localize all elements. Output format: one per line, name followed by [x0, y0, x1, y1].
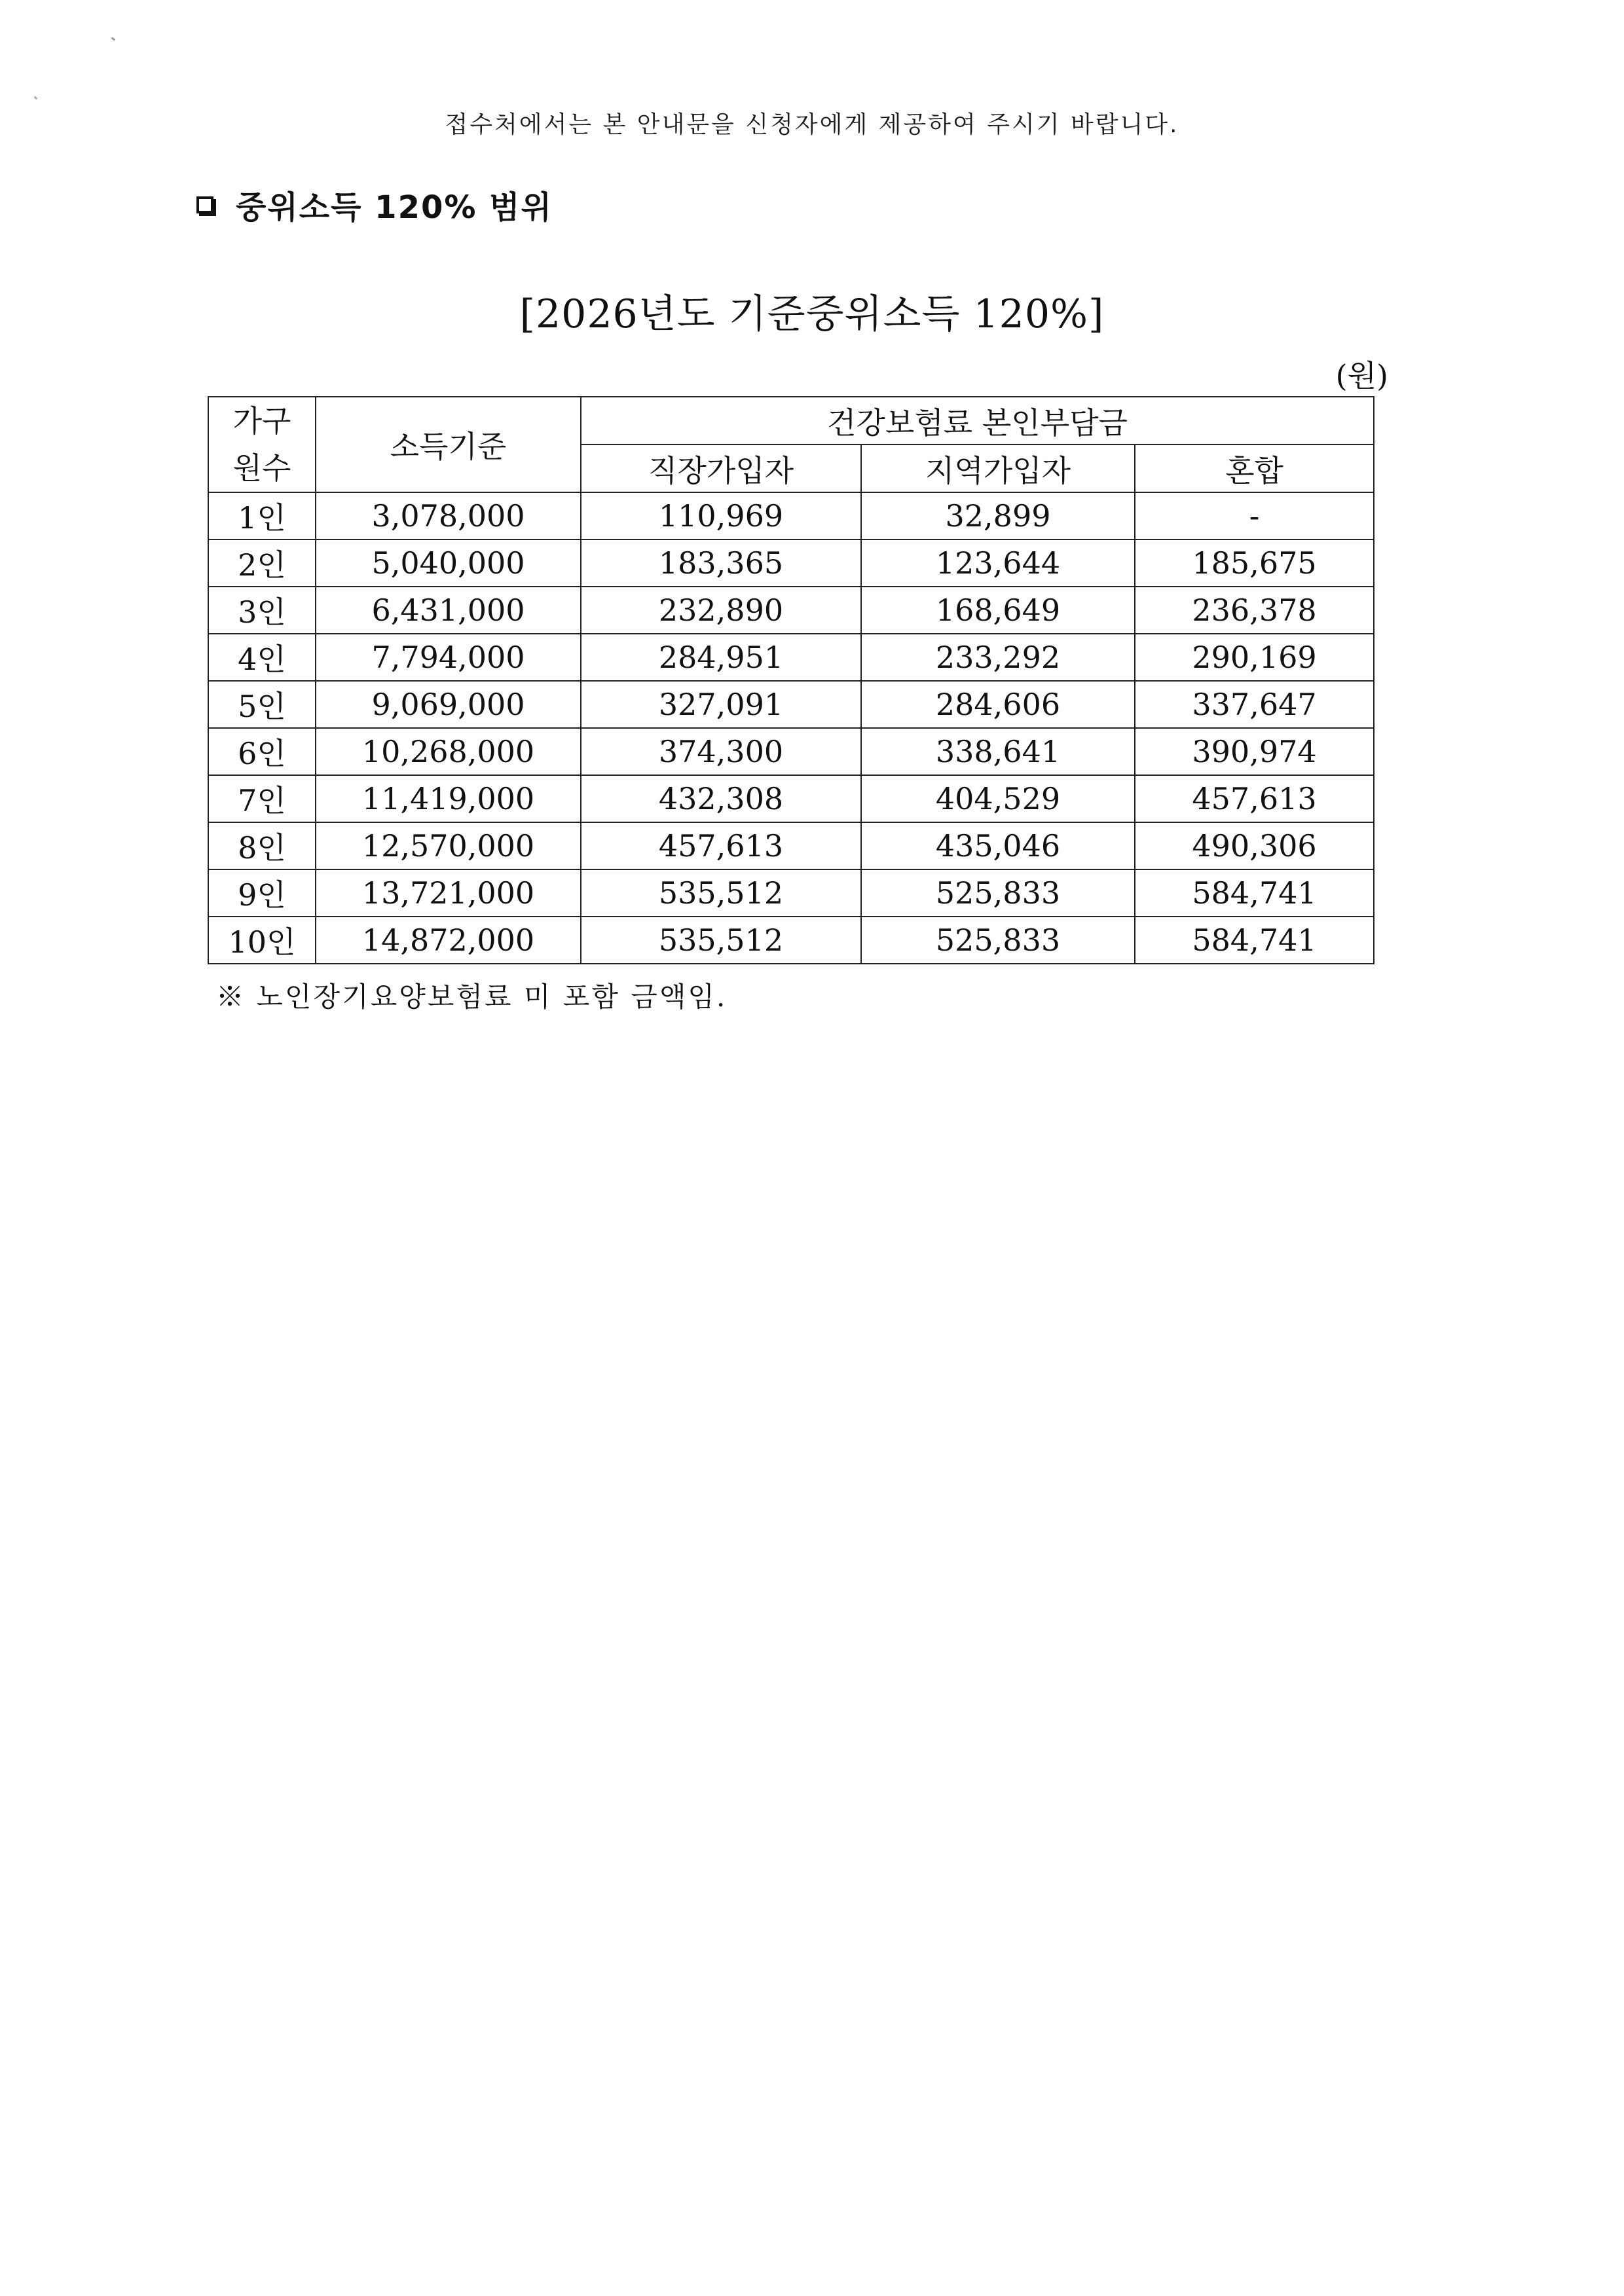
cell-mixed: 584,741	[1135, 917, 1374, 964]
cell-mixed: 390,974	[1135, 728, 1374, 775]
cell-household: 6인	[208, 728, 316, 775]
cell-regional: 338,641	[861, 728, 1135, 775]
cell-workplace: 183,365	[581, 539, 861, 587]
cell-household: 7인	[208, 775, 316, 822]
cell-income: 11,419,000	[316, 775, 581, 822]
cell-household: 10인	[208, 917, 316, 964]
scan-speck	[34, 96, 38, 100]
cell-income: 3,078,000	[316, 492, 581, 539]
table-row	[208, 634, 1374, 681]
cell-workplace: 374,300	[581, 728, 861, 775]
table-row	[208, 775, 1374, 822]
table-row	[208, 822, 1374, 869]
cell-mixed: 185,675	[1135, 539, 1374, 587]
header-household	[208, 397, 316, 492]
cell-mixed: 290,169	[1135, 634, 1374, 681]
cell-income: 10,268,000	[316, 728, 581, 775]
cell-household: 4인	[208, 634, 316, 681]
cell-income: 6,431,000	[316, 587, 581, 634]
table-row	[208, 587, 1374, 634]
cell-regional: 32,899	[861, 492, 1135, 539]
section-heading	[196, 182, 553, 227]
cell-regional: 284,606	[861, 681, 1135, 728]
table-body	[208, 492, 1374, 964]
table-row	[208, 728, 1374, 775]
cell-regional: 435,046	[861, 822, 1135, 869]
section-heading-text: 중위소득 120% 범위	[236, 189, 553, 226]
cell-income: 14,872,000	[316, 917, 581, 964]
cell-regional: 123,644	[861, 539, 1135, 587]
cell-mixed: 584,741	[1135, 869, 1374, 917]
cell-household: 3인	[208, 587, 316, 634]
header-regional: 지역가입자	[861, 445, 1135, 492]
header-household-line1: 가구	[232, 403, 291, 439]
cell-income: 12,570,000	[316, 822, 581, 869]
cell-workplace: 232,890	[581, 587, 861, 634]
cell-income: 13,721,000	[316, 869, 581, 917]
cell-income: 9,069,000	[316, 681, 581, 728]
scan-speck	[111, 37, 116, 41]
cell-workplace: 432,308	[581, 775, 861, 822]
table-row	[208, 917, 1374, 964]
cell-regional: 525,833	[861, 869, 1135, 917]
cell-regional: 525,833	[861, 917, 1135, 964]
table-row	[208, 869, 1374, 917]
cell-workplace: 327,091	[581, 681, 861, 728]
cell-income: 5,040,000	[316, 539, 581, 587]
table-row	[208, 492, 1374, 539]
footnote: ※ 노인장기요양보험료 미 포함 금액임.	[216, 981, 728, 1013]
income-table	[208, 396, 1375, 964]
cell-mixed: 236,378	[1135, 587, 1374, 634]
cell-workplace: 457,613	[581, 822, 861, 869]
cell-workplace: 535,512	[581, 869, 861, 917]
cell-regional: 168,649	[861, 587, 1135, 634]
cell-household: 8인	[208, 822, 316, 869]
header-insurance-group: 건강보험료 본인부담금	[581, 397, 1374, 445]
table-title: [2026년도 기준중위소득 120%]	[519, 291, 1105, 337]
cell-household: 1인	[208, 492, 316, 539]
header-income: 소득기준	[316, 397, 581, 492]
table-row	[208, 539, 1374, 587]
cell-mixed: 490,306	[1135, 822, 1374, 869]
header-workplace: 직장가입자	[581, 445, 861, 492]
cell-household: 2인	[208, 539, 316, 587]
header-mixed: 혼합	[1135, 445, 1374, 492]
unit-label: (원)	[1335, 358, 1388, 393]
cell-mixed: 457,613	[1135, 775, 1374, 822]
cell-workplace: 284,951	[581, 634, 861, 681]
cell-workplace: 535,512	[581, 917, 861, 964]
cell-household: 9인	[208, 869, 316, 917]
square-bullet-icon	[196, 196, 213, 213]
cell-regional: 233,292	[861, 634, 1135, 681]
cell-household: 5인	[208, 681, 316, 728]
notice-text: 접수처에서는 본 안내문을 신청자에게 제공하여 주시기 바랍니다.	[445, 111, 1179, 138]
cell-workplace: 110,969	[581, 492, 861, 539]
header-household-line2: 원수	[232, 450, 291, 486]
table-row	[208, 681, 1374, 728]
cell-mixed: -	[1135, 492, 1374, 539]
cell-mixed: 337,647	[1135, 681, 1374, 728]
cell-income: 7,794,000	[316, 634, 581, 681]
cell-regional: 404,529	[861, 775, 1135, 822]
